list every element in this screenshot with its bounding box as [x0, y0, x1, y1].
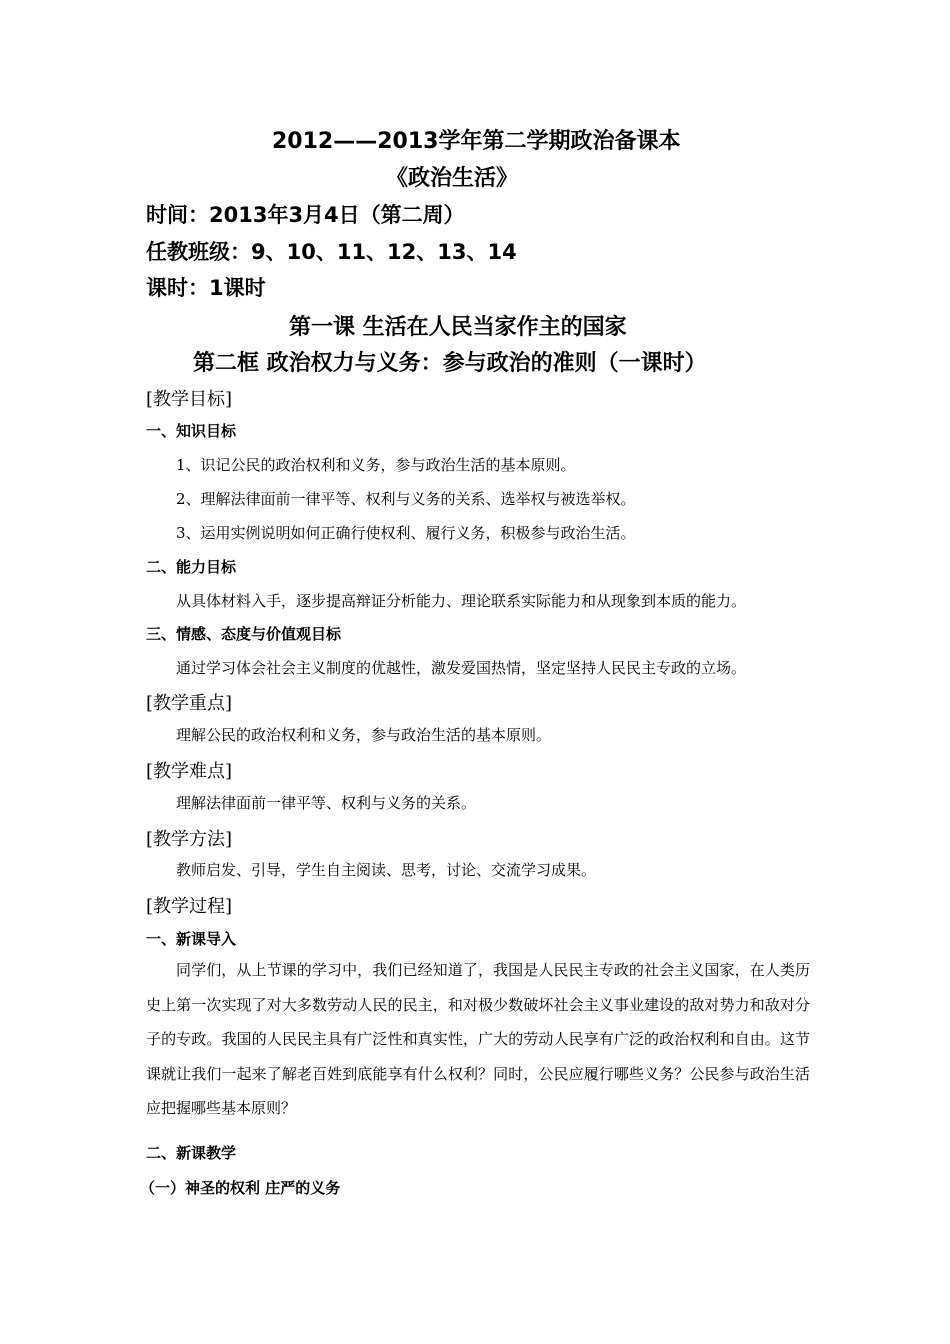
method-heading: [教学方法] — [146, 829, 233, 850]
key-point-text: 理解公民的政治权利和义务，参与政治生活的基本原则。 — [176, 726, 552, 744]
difficulty-heading: [教学难点] — [146, 761, 233, 782]
teaching-heading: 二、新课教学 — [146, 1144, 237, 1162]
objectives-heading: [教学目标] — [146, 389, 233, 410]
emotion-text: 通过学习体会社会主义制度的优越性，激发爱国热情，坚定坚持人民民主专政的立场。 — [176, 659, 747, 677]
knowledge-heading: 一、知识目标 — [146, 422, 237, 440]
document-title: 2012——2013学年第二学期政治备课本 — [272, 129, 681, 154]
knowledge-item-2: 2、理解法律面前一律平等、权利与义务的关系、选举权与被选举权。 — [176, 490, 636, 508]
lesson-title: 第一课 生活在人民当家作主的国家 — [289, 315, 627, 340]
knowledge-item-3: 3、运用实例说明如何正确行使权利、履行义务，积极参与政治生活。 — [176, 524, 636, 542]
emotion-heading: 三、情感、态度与价值观目标 — [146, 625, 342, 643]
ability-text: 从具体材料入手，逐步提高辩证分析能力、理论联系实际能力和从现象到本质的能力。 — [176, 592, 747, 610]
intro-heading: 一、新课导入 — [146, 930, 237, 948]
difficulty-text: 理解法律面前一律平等、权利与义务的关系。 — [176, 794, 477, 812]
book-title: 《政治生活》 — [386, 166, 519, 191]
ability-heading: 二、能力目标 — [146, 558, 237, 576]
intro-paragraph: 同学们，从上节课的学习中，我们已经知道了，我国是人民民主专政的社会主义国家，在人类历史上第一次实现了对大多数劳动人民的民主，和对极少数破坏社会主义事业建设的敌对势力和敌对分子的专政。我国的人民民主具有广泛性和真实性，广大的劳动人民享有广泛的政治权利和自由。这节课就让我们一起来了解老百姓到底能享有什么权利？同时，公民应履行哪些义务？公民参与政治生活应把握哪些基本原则？ — [146, 961, 810, 1117]
section1-heading: （一）神圣的权利 庄严的义务 — [140, 1179, 341, 1197]
knowledge-item-1: 1、识记公民的政治权利和义务，参与政治生活的基本原则。 — [176, 456, 576, 474]
method-text: 教师启发、引导，学生自主阅读、思考，讨论、交流学习成果。 — [176, 861, 597, 879]
process-heading: [教学过程] — [146, 896, 233, 917]
frame-title: 第二框 政治权力与义务：参与政治的准则（一课时） — [193, 351, 707, 376]
classes-line: 任教班级：9、10、11、12、13、14 — [146, 240, 517, 264]
hours-line: 课时：1课时 — [146, 276, 266, 300]
time-line: 时间：2013年3月4日（第二周） — [146, 203, 465, 227]
key-point-heading: [教学重点] — [146, 693, 233, 714]
